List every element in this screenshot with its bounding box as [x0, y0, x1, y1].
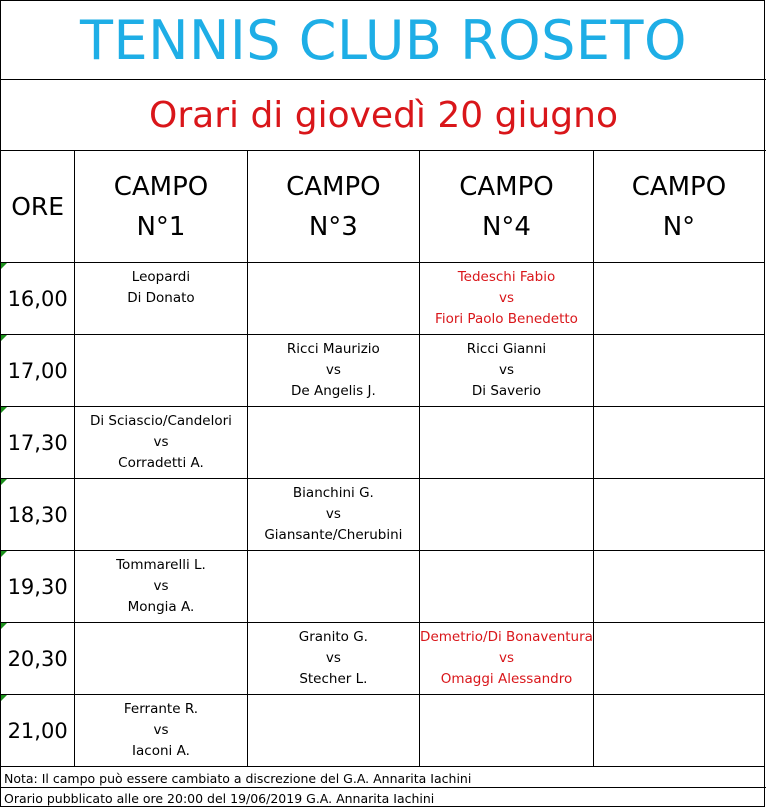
- match-line: De Angelis J.: [290, 383, 376, 399]
- match-line: Tommarelli L.: [116, 557, 206, 573]
- match-cell: [247, 695, 419, 767]
- match-line: [594, 576, 764, 597]
- time-slot-row: [1, 695, 764, 767]
- match-line: [420, 555, 593, 576]
- match-line: vs: [325, 362, 341, 378]
- corner-marker-icon: [1, 623, 7, 629]
- match-line: [420, 720, 593, 741]
- match-cell: [593, 335, 764, 407]
- match-cell: [75, 335, 247, 407]
- match-line: [594, 648, 764, 669]
- time-slot-row: [1, 551, 764, 623]
- header-row: [1, 151, 764, 263]
- time-cell: [1, 335, 75, 407]
- match-line: [594, 483, 764, 504]
- match-cell: [593, 623, 764, 695]
- match-line: [594, 411, 764, 432]
- court-header-line2: N°1: [136, 211, 186, 242]
- time-cell: [1, 551, 75, 623]
- match-line: [420, 453, 593, 474]
- match-cell: [420, 335, 594, 407]
- match-cell: [247, 335, 419, 407]
- match-line: [594, 504, 764, 525]
- time-cell: [1, 263, 75, 335]
- club-title: TENNIS CLUB ROSETO: [1, 1, 766, 80]
- match-line: [420, 411, 593, 432]
- time-slot-row: [1, 263, 764, 335]
- match-line: Corradetti A.: [118, 455, 204, 471]
- match-line: [594, 720, 764, 741]
- court-header: [247, 151, 419, 263]
- time-slot-row: [1, 407, 764, 479]
- match-line: [248, 288, 419, 309]
- time-label: 17,00: [7, 358, 68, 383]
- match-line: vs: [153, 578, 169, 594]
- time-cell: [1, 695, 75, 767]
- match-line: [75, 381, 246, 402]
- match-line: Iaconi A.: [132, 743, 190, 759]
- match-line: [594, 432, 764, 453]
- match-line: [594, 288, 764, 309]
- match-line: [420, 576, 593, 597]
- match-cell: [75, 623, 247, 695]
- match-line: [75, 309, 246, 330]
- publication-note: Orario pubblicato alle ore 20:00 del 19/06/2019 G.A. Annarita Iachini: [4, 791, 435, 806]
- time-label: 16,00: [7, 286, 68, 311]
- time-cell: [1, 623, 75, 695]
- match-line: [594, 699, 764, 720]
- match-line: [248, 432, 419, 453]
- match-line: [75, 627, 246, 648]
- notes-area: [1, 767, 766, 808]
- match-line: vs: [153, 722, 169, 738]
- time-slot-row: [1, 335, 764, 407]
- match-line: Granito G.: [298, 629, 368, 645]
- corner-marker-icon: [1, 551, 7, 557]
- corner-marker-icon: [1, 335, 7, 341]
- court-header-line2: N°4: [481, 211, 531, 242]
- match-line: [420, 597, 593, 618]
- match-cell: [420, 407, 594, 479]
- match-cell: [247, 551, 419, 623]
- match-line: [248, 267, 419, 288]
- match-cell: [75, 479, 247, 551]
- court-header: [75, 151, 247, 263]
- match-line: [248, 309, 419, 330]
- match-cell: [75, 407, 247, 479]
- match-cell: [75, 263, 247, 335]
- match-line: [248, 555, 419, 576]
- match-cell: [420, 263, 594, 335]
- match-line: vs: [498, 362, 514, 378]
- match-line: [75, 360, 246, 381]
- time-cell: [1, 407, 75, 479]
- schedule-date-title: Orari di giovedì 20 giugno: [1, 80, 766, 151]
- match-cell: [420, 479, 594, 551]
- match-line: Leopardi: [131, 269, 191, 285]
- court-change-note: Nota: Il campo può essere cambiato a discrezione del G.A. Annarita Iachini: [4, 771, 472, 786]
- court-header: [420, 151, 594, 263]
- schedule-table: [1, 151, 764, 767]
- time-cell: [1, 479, 75, 551]
- match-line: [420, 504, 593, 525]
- match-line: [75, 525, 246, 546]
- match-line: Giansante/Cherubini: [264, 527, 403, 543]
- match-line: [75, 504, 246, 525]
- match-line: Mongia A.: [127, 599, 195, 615]
- match-line: [75, 483, 246, 504]
- match-line: [420, 525, 593, 546]
- match-line: [594, 669, 764, 690]
- corner-marker-icon: [1, 695, 7, 701]
- time-slots: [1, 263, 764, 767]
- match-line: [248, 699, 419, 720]
- match-line: [420, 483, 593, 504]
- court-header: [593, 151, 764, 263]
- match-line: Ferrante R.: [123, 701, 199, 717]
- match-line: Di Saverio: [471, 383, 542, 399]
- time-label: 19,30: [7, 574, 68, 599]
- match-cell: [247, 407, 419, 479]
- corner-marker-icon: [1, 263, 7, 269]
- match-line: [594, 267, 764, 288]
- court-header-line1: CAMPO: [631, 171, 727, 202]
- time-slot-row: [1, 479, 764, 551]
- match-line: [75, 669, 246, 690]
- match-cell: [75, 551, 247, 623]
- match-line: [75, 648, 246, 669]
- match-line: [248, 453, 419, 474]
- corner-marker-icon: [1, 479, 7, 485]
- match-line: [594, 627, 764, 648]
- match-line: Ricci Gianni: [466, 341, 547, 357]
- match-line: [420, 699, 593, 720]
- match-cell: [420, 551, 594, 623]
- match-line: [594, 309, 764, 330]
- match-cell: [420, 695, 594, 767]
- match-line: [594, 525, 764, 546]
- match-cell: [247, 263, 419, 335]
- match-cell: [593, 695, 764, 767]
- match-line: [248, 597, 419, 618]
- match-line: [248, 741, 419, 762]
- match-line: Bianchini G.: [292, 485, 374, 501]
- match-line: [248, 411, 419, 432]
- court-header-line1: CAMPO: [459, 171, 554, 202]
- match-cell: [420, 623, 594, 695]
- match-line: Fiori Paolo Benedetto: [435, 311, 578, 327]
- match-line: [594, 555, 764, 576]
- match-line: [594, 381, 764, 402]
- time-slot-row: [1, 623, 764, 695]
- match-line: vs: [498, 290, 514, 306]
- match-line: [420, 741, 593, 762]
- match-line: [248, 576, 419, 597]
- time-label: 20,30: [7, 646, 68, 671]
- notes-divider: [1, 787, 766, 788]
- time-label: 21,00: [7, 718, 68, 743]
- time-label: 17,30: [7, 430, 68, 455]
- time-label: 18,30: [7, 502, 68, 527]
- match-line: Di Donato: [127, 290, 195, 306]
- match-line: [248, 720, 419, 741]
- match-cell: [247, 479, 419, 551]
- court-header-line2: N°3: [308, 211, 358, 242]
- match-cell: [247, 623, 419, 695]
- match-line: vs: [325, 650, 341, 666]
- match-line: Stecher L.: [299, 671, 368, 687]
- match-line: Demetrio/Di Bonaventura: [420, 629, 593, 645]
- match-line: [594, 339, 764, 360]
- corner-marker-icon: [1, 407, 7, 413]
- match-line: Omaggi Alessandro: [440, 671, 573, 687]
- match-line: [594, 453, 764, 474]
- match-line: [594, 597, 764, 618]
- court-header-line1: CAMPO: [286, 171, 381, 202]
- match-cell: [593, 263, 764, 335]
- match-line: Di Sciascio/Candelori: [90, 413, 232, 429]
- match-line: vs: [325, 506, 341, 522]
- match-line: Ricci Maurizio: [286, 341, 380, 357]
- match-cell: [593, 479, 764, 551]
- match-line: [594, 741, 764, 762]
- court-header-line2: N°: [662, 211, 696, 242]
- match-cell: [593, 407, 764, 479]
- match-cell: [593, 551, 764, 623]
- ore-header: ORE: [1, 151, 75, 263]
- match-line: [420, 432, 593, 453]
- match-cell: [75, 695, 247, 767]
- match-line: vs: [498, 650, 514, 666]
- match-line: [75, 339, 246, 360]
- court-header-line1: CAMPO: [113, 171, 209, 202]
- match-line: Tedeschi Fabio: [457, 269, 556, 285]
- match-line: vs: [153, 434, 169, 450]
- match-line: [594, 360, 764, 381]
